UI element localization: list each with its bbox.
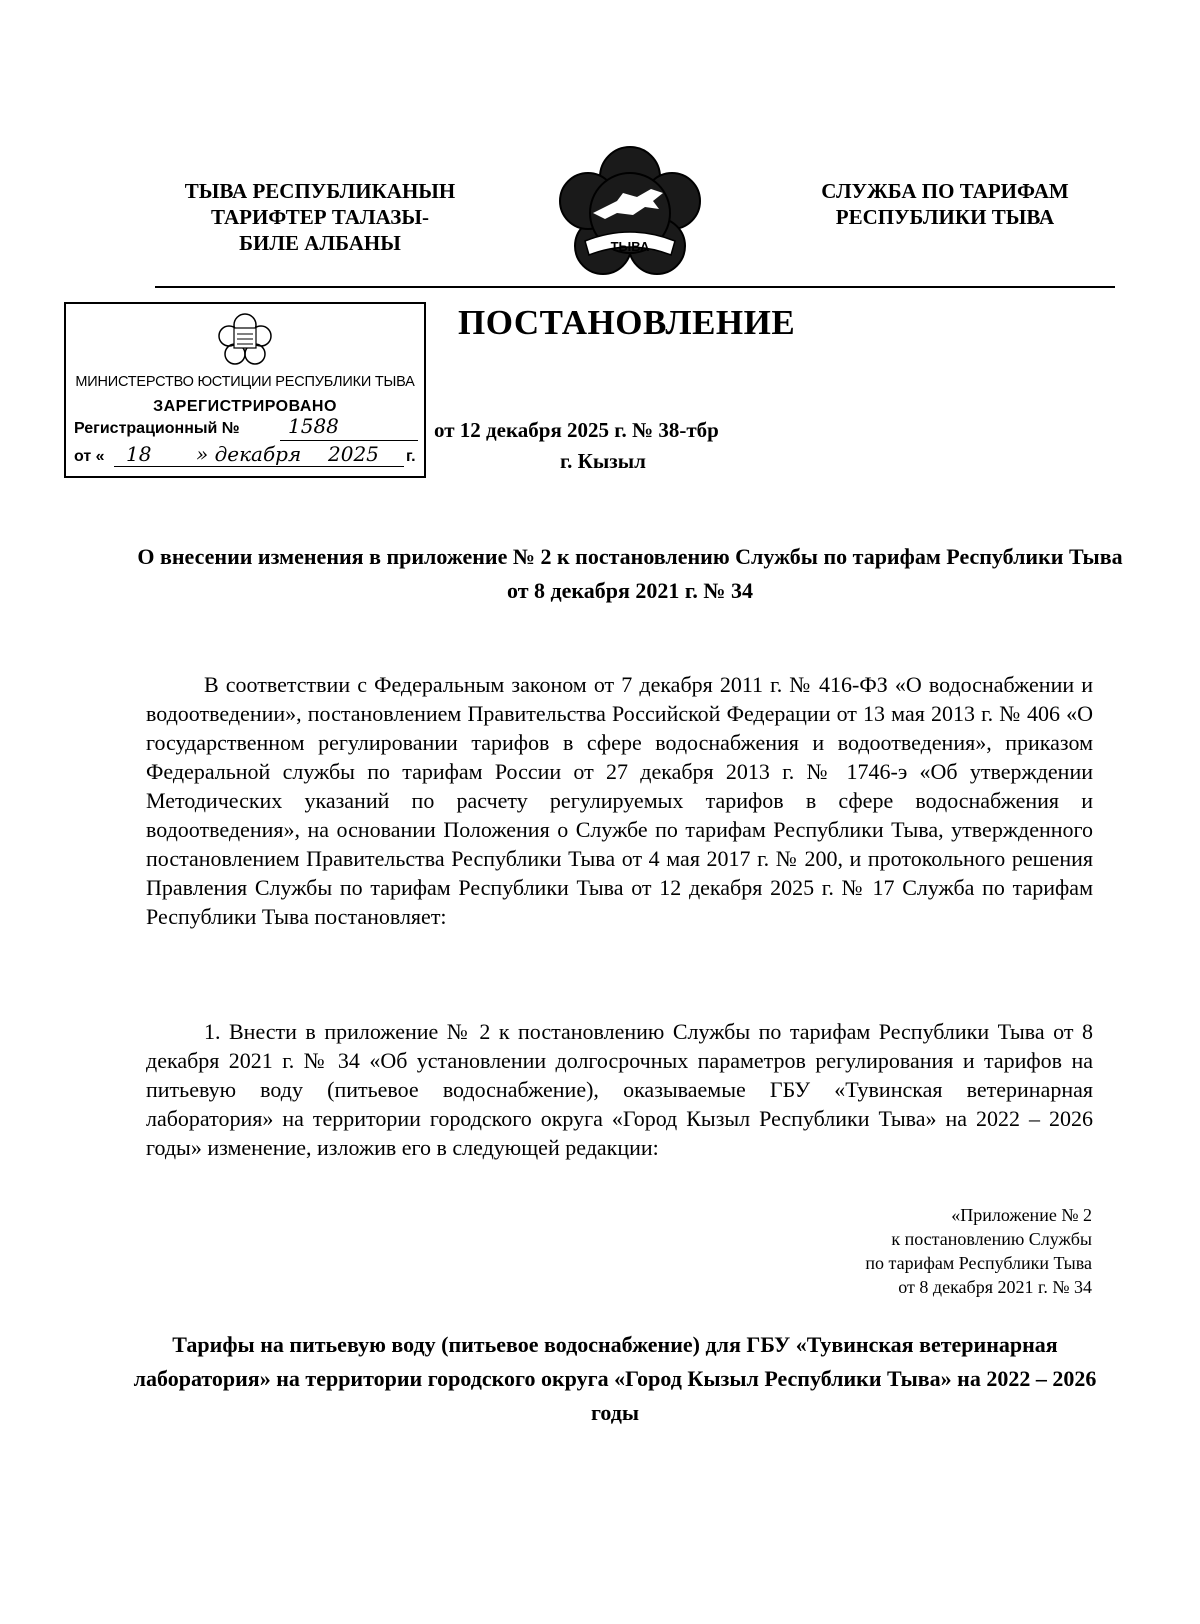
stamp-registered: ЗАРЕГИСТРИРОВАНО bbox=[153, 398, 337, 415]
header-left-line: БИЛЕ АЛБАНЫ bbox=[239, 231, 401, 255]
tariff-table-title: Тарифы на питьевую воду (питьевое водоснабжение) для ГБУ «Тувинская ветеринарная лаборатория» на территории городского округа «Город Кызыл Республики Тыва» на 2022 – 2026 годы bbox=[133, 1332, 1097, 1425]
header-divider bbox=[155, 286, 1115, 288]
appendix-line: «Приложение № 2 bbox=[951, 1205, 1092, 1225]
appendix-line: к постановлению Службы bbox=[891, 1229, 1092, 1249]
stamp-year-suffix: г. bbox=[406, 448, 416, 465]
document-number-date: от 12 декабря 2025 г. № 38-тбр bbox=[434, 418, 719, 442]
stamp-reg-number: 1588 bbox=[288, 414, 339, 438]
appendix-line: по тарифам Республики Тыва bbox=[865, 1253, 1092, 1273]
body-paragraph: В соответствии с Федеральным законом от 7 декабря 2011 г. № 416-ФЗ «О водоснабжении и водоотведении», постановлением Правительства Российской Федерации от 13 мая 2013 г. № 406 «О государственном регулировании тарифов в сфере водоснабжения и водоотведения», приказом Федеральной службы по тарифам России от 27 декабря 2013 г. № 1746-э «Об утверждении Методических указаний по расчету регулируемых тарифов в сфере водоснабжения и водоотведения», на основании Положения о Службе по тарифам Республики Тыва, утвержденного постановлением Правительства Республики Тыва от 4 мая 2017 г. № 200, и протокольного решения Правления Службы по тарифам Республики Тыва от 12 декабря 2025 г. № 17 Служба по тарифам Республики Тыва постановляет: bbox=[146, 672, 1093, 929]
header-right-line: РЕСПУБЛИКИ ТЫВА bbox=[835, 205, 1055, 229]
stamp-year: 2025 bbox=[328, 442, 379, 466]
emblem-label: ТЫВА bbox=[610, 239, 650, 254]
document-type: ПОСТАНОВЛЕНИЕ bbox=[458, 303, 796, 342]
tuva-emblem-icon bbox=[555, 143, 705, 281]
document-city: г. Кызыл bbox=[560, 449, 646, 473]
stamp-ministry: МИНИСТЕРСТВО ЮСТИЦИИ РЕСПУБЛИКИ ТЫВА bbox=[75, 374, 415, 390]
appendix-reference bbox=[865, 1203, 1092, 1299]
header-left-line: ТАРИФТЕР ТАЛАЗЫ- bbox=[210, 205, 429, 229]
stamp-date-line bbox=[114, 466, 404, 467]
stamp-month: » декабря bbox=[196, 442, 302, 466]
header-right-line: СЛУЖБА ПО ТАРИФАМ bbox=[821, 179, 1069, 203]
registration-stamp bbox=[64, 302, 426, 478]
stamp-day: 18 bbox=[126, 442, 152, 466]
stamp-reg-number-line bbox=[280, 440, 418, 441]
document-title: О внесении изменения в приложение № 2 к постановлению Службы по тарифам Республики Тыва от 8 декабря 2021 г. № 34 bbox=[137, 544, 1123, 603]
stamp-reg-number-label: Регистрационный № bbox=[74, 420, 240, 437]
header-left-line: ТЫВА РЕСПУБЛИКАНЫН bbox=[184, 179, 456, 203]
body-paragraph: 1. Внести в приложение № 2 к постановлению Службы по тарифам Республики Тыва от 8 декабря 2021 г. № 34 «Об установлении долгосрочных параметров регулирования и тарифов на питьевую воду (питьевое водоснабжение), оказываемые ГБУ «Тувинская ветеринарная лаборатория» на территории городского округа «Город Кызыл Республики Тыва» на 2022 – 2026 годы» изменение, изложив его в следующей редакции: bbox=[146, 1019, 1093, 1160]
header-left-org bbox=[150, 178, 490, 256]
appendix-line: от 8 декабря 2021 г. № 34 bbox=[898, 1277, 1092, 1297]
stamp-from-label: от « bbox=[74, 448, 105, 465]
header-right-org bbox=[780, 178, 1110, 230]
stamp-emblem-icon bbox=[216, 312, 274, 368]
